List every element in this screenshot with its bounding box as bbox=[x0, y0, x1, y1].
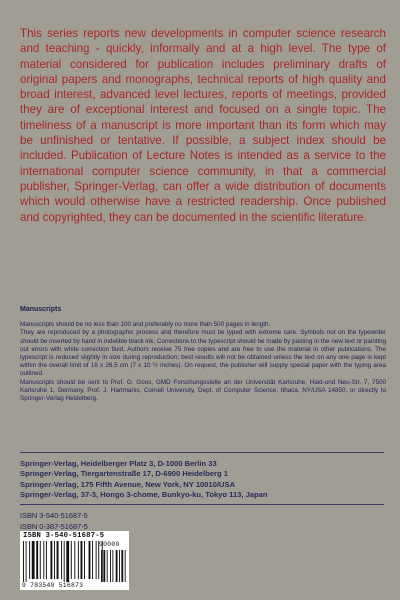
series-description: This series reports new developments in computer science research and teaching - quickly, informally and at a high level. The type of material considered for publication includes preliminary drafts of original papers and monographs, technical reports of high quality and broad interest, advanced level lectures, reports of meetings, provided they are of exceptional interest and focused on a single topic. The timeliness of a manuscript is more important than its form which may be unfinished or tentative. If possible, a subject index should be included. Publication of Lecture Notes is intended as a service to the international computer science community, in that a commercial publisher, Springer-Verlag, can offer a wide distribution of documents which would otherwise have a restricted readership. Once published and copyrighted, they can be documented in the scientific literature. bbox=[20, 27, 386, 224]
barcode-bar bbox=[61, 541, 62, 579]
barcode-addon-bar bbox=[125, 550, 126, 582]
manuscripts-section bbox=[20, 306, 386, 403]
barcode-bar bbox=[29, 541, 30, 579]
barcode-bar bbox=[71, 541, 72, 579]
barcode-bar bbox=[96, 541, 97, 579]
address-tokyo: Springer-Verlag, 37-3, Hongo 3-chome, Bunkyo-ku, Tokyo 113, Japan bbox=[20, 490, 268, 500]
divider-top bbox=[20, 452, 384, 453]
barcode-addon-bar bbox=[103, 550, 105, 582]
barcode-addon-bar bbox=[110, 550, 111, 582]
address-new-york: Springer-Verlag, 175 Fifth Avenue, New York, NY 10010/USA bbox=[20, 479, 236, 489]
isbn-us: ISBN 0-387-51687-5 bbox=[20, 522, 88, 531]
barcode-bar bbox=[50, 541, 52, 579]
barcode-addon-bar bbox=[116, 550, 118, 582]
barcode-addon-bar bbox=[121, 550, 123, 582]
manuscripts-typing-paragraph: They are reproduced by a photographic process and therefore must be typed with extreme care. Symbols not on the typewriter should be inserted by hand in indelible black ink. Corrections to the typescript should be made by pasting in the new text or painting out errors with white correction fluid. Authors receive 75 free copies and are free to use the material in other publications. The typescript is reduced slightly in size during reproduction; best results will not be obtained unless the text on any one page is kept within the overall limit of 18 x 26.5 cm (7 x 10 ½ inches). On request, the publisher will supply special paper with the typing area outlined. bbox=[20, 329, 386, 378]
manuscripts-heading: Manuscripts bbox=[20, 306, 62, 313]
barcode-bar bbox=[43, 541, 44, 579]
barcode-bar bbox=[26, 541, 27, 582]
manuscripts-length-paragraph: Manuscripts should be no less than 100 and preferably no more than 500 pages in length. bbox=[20, 321, 271, 329]
barcode-addon-text: 90000 bbox=[99, 541, 120, 548]
barcode-bar bbox=[36, 541, 38, 579]
barcode-bar bbox=[92, 541, 93, 579]
barcode-bar bbox=[84, 541, 85, 579]
divider-bottom bbox=[20, 504, 384, 505]
barcode-bar bbox=[32, 541, 35, 579]
barcode-bar bbox=[23, 541, 24, 582]
isbn-block bbox=[20, 510, 88, 532]
barcode-bar bbox=[81, 541, 83, 579]
address-berlin: Springer-Verlag, Heidelberger Platz 3, D-1000 Berlin 33 bbox=[20, 459, 217, 468]
barcode-bar bbox=[40, 541, 41, 579]
barcode bbox=[20, 531, 129, 590]
barcode-bar bbox=[46, 541, 47, 579]
barcode-addon-bar bbox=[101, 550, 102, 582]
address-heidelberg: Springer-Verlag, Tiergartenstraße 17, D-6900 Heidelberg 1 bbox=[20, 469, 228, 479]
barcode-bar bbox=[66, 541, 69, 582]
barcode-bar bbox=[78, 541, 79, 579]
barcode-addon-bar bbox=[119, 550, 120, 582]
barcode-bar bbox=[89, 541, 91, 579]
barcode-bar bbox=[57, 541, 59, 579]
barcode-number-text: 9 783540 516873 bbox=[22, 582, 84, 589]
manuscripts-submission-paragraph: Manuscripts should be sent to Prof. G. Goos, GMD Forschungsstelle an der Universität Karlsruhe, Haid-und Neu-Str. 7, 7500 Karlsruhe 1, Germany, Prof. J. Hartmanis, Cornell University, Dept. of Computer Science, Ithaca, NY/USA 14850, or directly to Springer-Verlag Heidelberg. bbox=[20, 378, 386, 403]
barcode-bar bbox=[74, 541, 75, 579]
barcode-addon-bar bbox=[112, 550, 113, 582]
barcode-bar bbox=[64, 541, 65, 582]
barcode-isbn-text: ISBN 3-540-51687-5 bbox=[23, 532, 105, 540]
barcode-addon-bar bbox=[107, 550, 108, 582]
publisher-addresses bbox=[20, 459, 386, 501]
barcode-bar bbox=[54, 541, 55, 579]
isbn-german: ISBN 3-540-51687-5 bbox=[20, 511, 88, 520]
